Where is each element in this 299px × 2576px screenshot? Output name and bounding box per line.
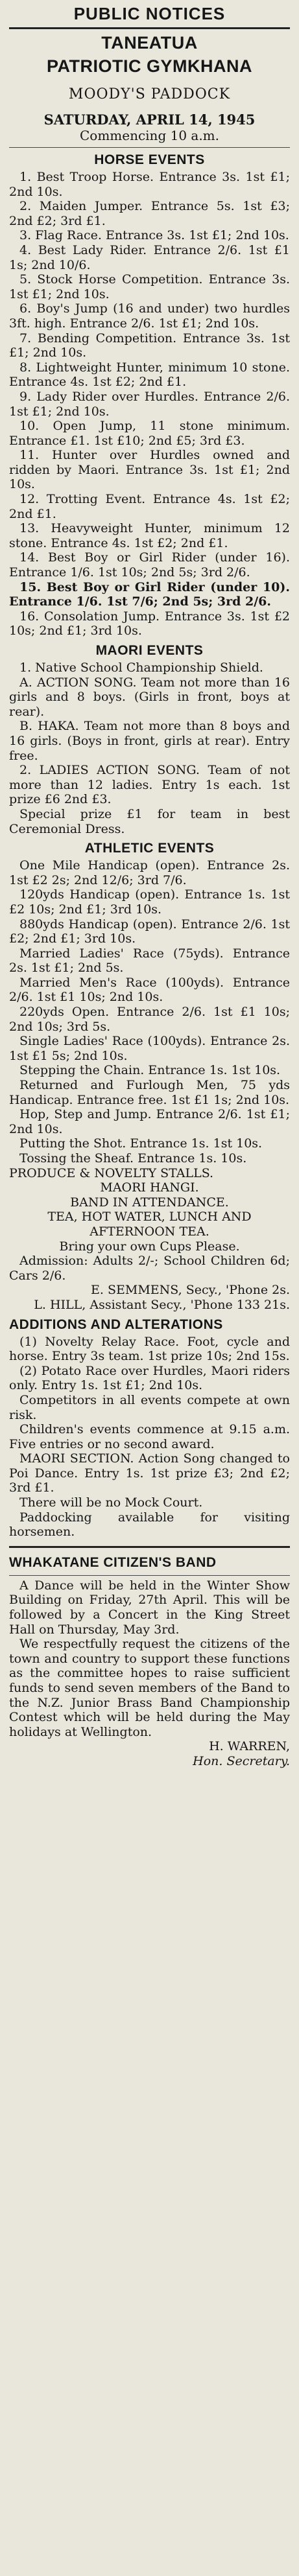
horse-event: 13. Heavyweight Hunter, minimum 12 stone. Entrance 4s. 1st £2; 2nd £1. xyxy=(9,521,290,550)
horse-event: 2. Maiden Jumper. Entrance 5s. 1st £3; 2nd £2; 3rd £1. xyxy=(9,199,290,228)
addition-item: Competitors in all events compete at own risk. xyxy=(9,1392,290,1422)
horse-event: 14. Best Boy or Girl Rider (under 16). Entrance 1/6. 1st 10s; 2nd 5s; 3rd 2/6. xyxy=(9,550,290,580)
divider xyxy=(9,1575,290,1576)
athletic-event: One Mile Handicap (open). Entrance 2s. 1st £2 2s; 2nd 12/6; 3rd 7/6. xyxy=(9,858,290,887)
athletic-events-list xyxy=(9,858,290,1165)
horse-event: 5. Stock Horse Competition. Entrance 3s. 1st £1; 2nd 10s. xyxy=(9,272,290,301)
athletic-event: 220yds Open. Entrance 2/6. 1st £1 10s; 2nd 10s; 3rd 5s. xyxy=(9,1005,290,1034)
produce-line: PRODUCE & NOVELTY STALLS. xyxy=(9,1165,214,1180)
addition-item: There will be no Mock Court. xyxy=(19,1495,203,1510)
band-signature: H. WARREN, xyxy=(209,1739,290,1754)
horse-event: 4. Best Lady Rider. Entrance 2/6. 1st £1 1s; 2nd 10/6. xyxy=(9,242,290,272)
section-divider xyxy=(9,1546,290,1548)
horse-event: 15. Best Boy or Girl Rider (under 10). Entrance 1/6. 1st 7/6; 2nd 5s; 3rd 2/6. xyxy=(9,580,290,609)
assistant-secretary: L. HILL, Assistant Secy., 'Phone 133 21s. xyxy=(34,1297,290,1312)
band-heading: WHAKATANE CITIZEN'S BAND xyxy=(9,1554,217,1570)
athletic-event: Married Ladies' Race (75yds). Entrance 2s. 1st £1; 2nd 5s. xyxy=(9,946,290,976)
event-date: SATURDAY, APRIL 14, 1945 xyxy=(43,111,256,128)
band-paragraph: We respectfully request the citizens of the town and country to support these functions as the committee hopes to raise sufficient funds to send seven members of the Band to the N.Z. Junior Brass Band Championship Contest which will be held during the May holidays at Wellington. xyxy=(9,1637,290,1739)
athletic-event: 120yds Handicap (open). Entrance 1s. 1st £2 10s; 2nd £1; 3rd 10s. xyxy=(9,887,290,917)
athletic-event: Returned and Furlough Men, 75 yds Handicap. Entrance free. 1st £1 1s; 2nd 10s. xyxy=(9,1078,290,1107)
additions-heading: ADDITIONS AND ALTERATIONS xyxy=(9,1317,223,1332)
horse-event: 12. Trotting Event. Entrance 4s. 1st £2; 2nd £1. xyxy=(9,492,290,521)
athletic-event: Hop, Step and Jump. Entrance 2/6. 1st £1; 2nd 10s. xyxy=(9,1107,290,1136)
produce-line: BAND IN ATTENDANCE. xyxy=(70,1195,229,1210)
athletic-events-heading: ATHLETIC EVENTS xyxy=(84,841,215,856)
horse-event: 10. Open Jump, 11 stone minimum. Entrance £1. 1st £10; 2nd £5; 3rd £3. xyxy=(9,419,290,448)
gymkhana-notice xyxy=(9,33,290,1540)
horse-event: 9. Lady Rider over Hurdles. Entrance 2/6. 1st £1; 2nd 10s. xyxy=(9,389,290,419)
produce-line: TEA, HOT WATER, LUNCH AND AFTERNOON TEA. xyxy=(47,1210,252,1239)
athletic-event: Tossing the Sheaf. Entrance 1s. 10s. xyxy=(19,1151,247,1165)
maori-events-heading: MAORI EVENTS xyxy=(95,643,204,658)
horse-event: 16. Consolation Jump. Entrance 3s. 1st £2 10s; 2nd £1; 3rd 10s. xyxy=(9,609,290,638)
band-signature-title: Hon. Secretary. xyxy=(193,1753,290,1768)
produce-and-admission xyxy=(9,1166,290,1313)
maori-events-list xyxy=(9,661,290,836)
band-paragraph: A Dance will be held in the Winter Show Building on Friday, 27th April. This will be followed by a Concert in the King Street Hall on Thursday, May 3rd. xyxy=(9,1578,290,1637)
addition-item: Paddocking available for visiting horsemen. xyxy=(9,1510,290,1540)
produce-line: MAORI HANGI. xyxy=(100,1180,199,1195)
athletic-event: Single Ladies' Race (100yds). Entrance 2s. 1st £1 5s; 2nd 10s. xyxy=(9,1034,290,1063)
addition-item: (2) Potato Race over Hurdles, Maori riders only. Entry 1s. 1st £1; 2nd 10s. xyxy=(9,1363,290,1393)
produce-line: Bring your own Cups Please. xyxy=(59,1239,240,1254)
admission-prices: Admission: Adults 2/-; School Children 6d; Cars 2/6. xyxy=(9,1254,290,1283)
addition-item: (1) Novelty Relay Race. Foot, cycle and horse. Entry 3s team. 1st prize 10s; 2nd 15s. xyxy=(9,1334,290,1364)
horse-events-heading: HORSE EVENTS xyxy=(94,152,205,167)
horse-event: 6. Boy's Jump (16 and under) two hurdles 3ft. high. Entrance 2/6. 1st £1; 2nd 10s. xyxy=(9,301,290,331)
secretary: E. SEMMENS, Secy., 'Phone 2s. xyxy=(91,1283,290,1298)
additions-list xyxy=(9,1335,290,1540)
maori-event: 1. Native School Championship Shield. xyxy=(19,661,263,675)
masthead: PUBLIC NOTICES xyxy=(9,4,290,29)
maori-event: Special prize £1 for team in best Ceremonial Dress. xyxy=(9,806,290,836)
athletic-event: Putting the Shot. Entrance 1s. 1st 10s. xyxy=(19,1136,263,1151)
maori-event: A. ACTION SONG. Team not more than 16 girls and 8 boys. (Girls in front, boys at rear). xyxy=(9,675,290,719)
horse-events-list xyxy=(9,170,290,638)
maori-event: 2. LADIES ACTION SONG. Team of not more than 12 ladies. Entry 1s each. 1st prize £6 2nd £3. xyxy=(9,763,290,807)
venue: MOODY'S PADDOCK xyxy=(68,86,231,102)
notice-title-line-1: TANEATUA xyxy=(101,33,198,53)
addition-item: Children's events commence at 9.15 a.m. Five entries or no second award. xyxy=(9,1422,290,1451)
start-time: Commencing 10 a.m. xyxy=(79,128,220,143)
athletic-event: 880yds Handicap (open). Entrance 2/6. 1st £2; 2nd £1; 3rd 10s. xyxy=(9,917,290,946)
horse-event: 11. Hunter over Hurdles owned and ridden by Maori. Entrance 3s. 1st £1; 2nd 10s. xyxy=(9,448,290,492)
notice-title-line-2: PATRIOTIC GYMKHANA xyxy=(47,56,252,76)
horse-event: 1. Best Troop Horse. Entrance 3s. 1st £1; 2nd 10s. xyxy=(9,170,290,199)
maori-event: B. HAKA. Team not more than 8 boys and 16 girls. (Boys in front, girls at rear). Entry free. xyxy=(9,719,290,763)
athletic-event: Married Men's Race (100yds). Entrance 2/6. 1st £1 10s; 2nd 10s. xyxy=(9,975,290,1005)
athletic-event: Stepping the Chain. Entrance 1s. 1st 10s. xyxy=(19,1063,281,1078)
horse-event: 8. Lightweight Hunter, minimum 10 stone. Entrance 4s. 1st £2; 2nd £1. xyxy=(9,360,290,390)
divider xyxy=(9,147,290,148)
band-notice xyxy=(9,1554,290,1769)
addition-item: MAORI SECTION. Action Song changed to Poi Dance. Entry 1s. 1st prize £3; 2nd £2; 3rd £1. xyxy=(9,1451,290,1495)
horse-event: 7. Bending Competition. Entrance 3s. 1st £1; 2nd 10s. xyxy=(9,331,290,360)
horse-event: 3. Flag Race. Entrance 3s. 1st £1; 2nd 10s. xyxy=(19,228,289,243)
